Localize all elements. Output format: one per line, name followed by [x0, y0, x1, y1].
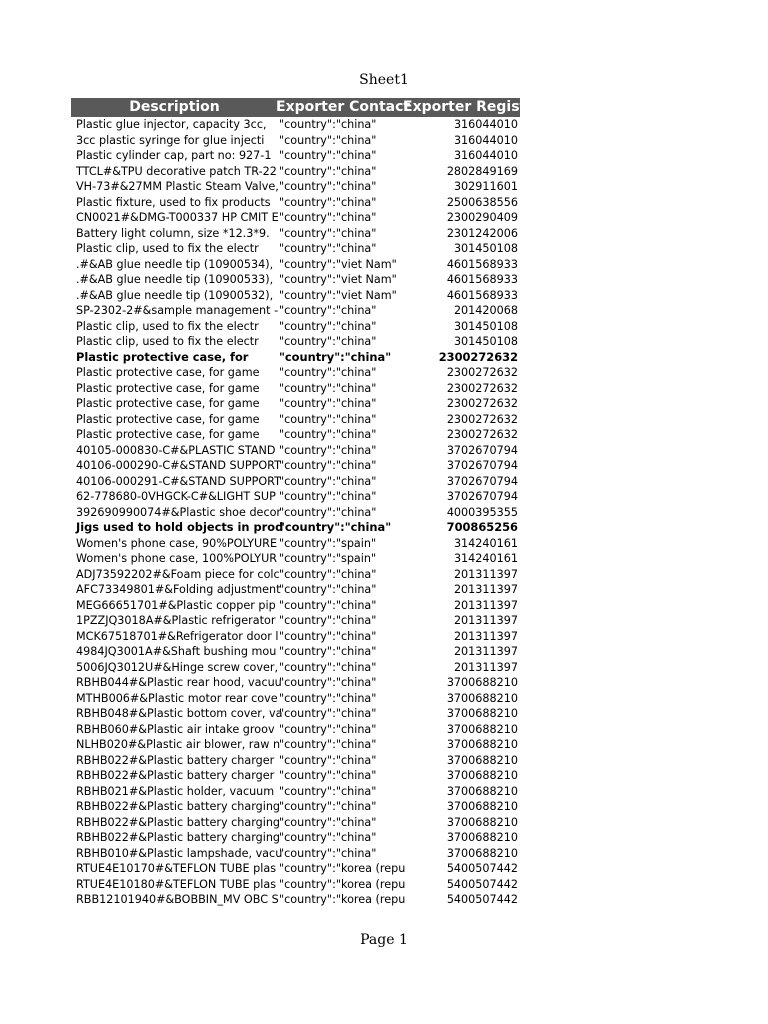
- cell-exporter-registration[interactable]: 302911601: [453, 180, 518, 193]
- cell-exporter-registration[interactable]: 201311397: [453, 645, 518, 658]
- cell-description[interactable]: MTHB006#&Plastic motor rear cove: [76, 691, 278, 705]
- table-row[interactable]: [71, 179, 520, 195]
- cell-exporter-registration[interactable]: 301450108: [453, 319, 518, 333]
- table-row[interactable]: [71, 722, 520, 738]
- cell-description[interactable]: 5006JQ3012U#&Hinge screw cover,: [76, 660, 279, 674]
- cell-exporter-registration[interactable]: 201311397: [453, 614, 518, 627]
- cell-exporter-registration[interactable]: 3700688210: [446, 753, 518, 767]
- cell-exporter-registration[interactable]: 4601568933: [446, 273, 518, 286]
- cell-description[interactable]: 392690990074#&Plastic shoe decor: [76, 505, 282, 519]
- cell-exporter-registration[interactable]: 5400507442: [446, 862, 518, 875]
- table-row[interactable]: [71, 644, 520, 660]
- cell-exporter-registration[interactable]: 2300272632: [446, 412, 518, 426]
- cell-description[interactable]: ADJ73592202#&Foam piece for colc: [76, 567, 280, 581]
- cell-exporter-registration[interactable]: 5400507442: [446, 893, 518, 906]
- cell-exporter-registration[interactable]: 3700688210: [446, 691, 518, 705]
- table-row[interactable]: [71, 877, 520, 893]
- cell-exporter-contact[interactable]: "country":"china": [279, 133, 377, 147]
- column-header-exporter-contact[interactable]: Exporter Contact: [276, 99, 411, 115]
- cell-description[interactable]: RBHB021#&Plastic holder, vacuum: [76, 784, 275, 798]
- cell-description[interactable]: Jigs used to hold objects in prod: [76, 520, 284, 534]
- cell-exporter-contact[interactable]: "country":"china": [279, 815, 377, 829]
- cell-exporter-contact[interactable]: "country":"china": [279, 800, 377, 813]
- cell-exporter-contact[interactable]: "country":"china": [279, 118, 377, 131]
- cell-description[interactable]: RBHB048#&Plastic bottom cover, va: [76, 707, 283, 720]
- cell-description[interactable]: Plastic clip, used to fix the electr: [76, 335, 259, 348]
- cell-exporter-registration[interactable]: 316044010: [453, 118, 518, 131]
- cell-exporter-contact[interactable]: "country":"china": [279, 180, 377, 193]
- cell-description[interactable]: Plastic fixture, used to fix products: [76, 195, 271, 209]
- data-table: [71, 98, 574, 908]
- cell-description[interactable]: Plastic protective case, for game: [76, 381, 260, 395]
- cell-exporter-registration[interactable]: 3700688210: [446, 815, 518, 829]
- cell-exporter-contact[interactable]: "country":"korea (repu: [279, 862, 406, 875]
- cell-exporter-registration[interactable]: 316044010: [453, 133, 518, 147]
- cell-exporter-contact[interactable]: "country":"china": [279, 335, 377, 348]
- cell-exporter-contact[interactable]: "country":"china": [279, 304, 377, 317]
- table-row[interactable]: [71, 892, 520, 908]
- cell-description[interactable]: SP-2302-2#&sample management -: [76, 304, 279, 317]
- cell-exporter-contact[interactable]: "country":"viet Nam": [279, 288, 397, 302]
- cell-exporter-registration[interactable]: 201311397: [453, 629, 518, 643]
- cell-exporter-contact[interactable]: "country":"china": [279, 784, 377, 798]
- cell-description[interactable]: .#&AB glue needle tip (10900533),: [76, 273, 274, 286]
- cell-description[interactable]: .#&AB glue needle tip (10900532),: [76, 288, 274, 302]
- column-header-exporter-registration[interactable]: Exporter Registration: [403, 99, 574, 115]
- cell-exporter-contact[interactable]: "country":"china": [279, 598, 377, 612]
- cell-exporter-registration[interactable]: 3700688210: [446, 800, 518, 813]
- cell-exporter-contact[interactable]: "country":"china": [279, 443, 377, 457]
- cell-description[interactable]: Plastic clip, used to fix the electr: [76, 319, 259, 333]
- cell-exporter-contact[interactable]: "country":"china": [279, 349, 392, 364]
- table-body: [71, 117, 520, 908]
- table-row[interactable]: [71, 257, 520, 273]
- cell-exporter-contact[interactable]: "country":"china": [279, 195, 377, 209]
- table-row[interactable]: [71, 117, 520, 133]
- table-row[interactable]: [71, 784, 520, 800]
- cell-description[interactable]: 62-778680-0VHGCK-C#&LIGHT SUP: [76, 490, 276, 503]
- cell-description[interactable]: RTUE4E10180#&TEFLON TUBE plas: [76, 877, 277, 891]
- table-row[interactable]: [71, 412, 520, 428]
- cell-exporter-contact[interactable]: "country":"china": [279, 164, 377, 178]
- cell-exporter-contact[interactable]: "country":"china": [279, 676, 377, 689]
- cell-description[interactable]: VH-73#&27MM Plastic Steam Valve,: [76, 180, 279, 193]
- cell-description[interactable]: MCK67518701#&Refrigerator door l: [76, 629, 279, 643]
- cell-exporter-contact[interactable]: "country":"korea (repu: [279, 877, 406, 891]
- cell-exporter-contact[interactable]: "country":"china": [279, 722, 377, 736]
- cell-exporter-contact[interactable]: "country":"viet Nam": [279, 257, 397, 271]
- cell-exporter-contact[interactable]: "country":"china": [279, 459, 377, 472]
- cell-exporter-registration[interactable]: 2301242006: [446, 226, 518, 240]
- table-row[interactable]: [71, 567, 520, 583]
- cell-exporter-contact[interactable]: "country":"china": [279, 211, 377, 224]
- cell-exporter-registration[interactable]: 201311397: [453, 598, 518, 612]
- cell-exporter-registration[interactable]: 2300272632: [446, 397, 518, 410]
- cell-description[interactable]: TTCL#&TPU decorative patch TR-22: [76, 164, 277, 178]
- cell-description[interactable]: RTUE4E10170#&TEFLON TUBE plas: [76, 862, 277, 875]
- cell-exporter-registration[interactable]: 2500638556: [446, 195, 518, 209]
- cell-exporter-registration[interactable]: 700865256: [446, 520, 518, 534]
- cell-description[interactable]: Plastic protective case, for game: [76, 428, 260, 441]
- table-header-row: [71, 98, 574, 117]
- cell-exporter-contact[interactable]: "country":"china": [279, 846, 377, 860]
- cell-exporter-contact[interactable]: "country":"china": [279, 366, 377, 379]
- cell-description[interactable]: RBHB022#&Plastic battery charger: [76, 769, 275, 782]
- cell-exporter-registration[interactable]: 3702670794: [446, 443, 518, 457]
- cell-exporter-registration[interactable]: 314240161: [453, 536, 518, 550]
- cell-exporter-registration[interactable]: 3700688210: [446, 738, 518, 751]
- cell-exporter-registration[interactable]: 2300272632: [446, 366, 518, 379]
- cell-exporter-contact[interactable]: "country":"china": [279, 831, 377, 844]
- table-row[interactable]: [71, 706, 520, 722]
- table-row[interactable]: [71, 830, 520, 846]
- cell-exporter-contact[interactable]: "country":"china": [279, 381, 377, 395]
- table-row[interactable]: [71, 768, 520, 784]
- cell-exporter-registration[interactable]: 3700688210: [446, 769, 518, 782]
- cell-exporter-registration[interactable]: 3700688210: [446, 784, 518, 798]
- cell-exporter-registration[interactable]: 4601568933: [446, 288, 518, 302]
- table-row[interactable]: [71, 381, 520, 397]
- cell-exporter-contact[interactable]: "country":"china": [279, 583, 377, 596]
- cell-exporter-contact[interactable]: "country":"china": [279, 428, 377, 441]
- table-row[interactable]: [71, 505, 520, 521]
- cell-exporter-contact[interactable]: "country":"viet Nam": [279, 273, 397, 286]
- cell-exporter-registration[interactable]: 2300272632: [438, 349, 518, 364]
- cell-exporter-contact[interactable]: "country":"china": [279, 753, 377, 767]
- cell-exporter-contact[interactable]: "country":"spain": [279, 552, 377, 565]
- cell-exporter-contact[interactable]: "country":"china": [279, 397, 377, 410]
- cell-description[interactable]: RBHB060#&Plastic air intake groov: [76, 722, 275, 736]
- cell-description[interactable]: 40106-000290-C#&STAND SUPPORT: [76, 459, 281, 472]
- table-row[interactable]: [71, 846, 520, 862]
- sheet-title: Sheet1: [359, 72, 409, 88]
- table-row[interactable]: [71, 691, 520, 707]
- cell-exporter-contact[interactable]: "country":"china": [279, 490, 377, 503]
- cell-exporter-contact[interactable]: "country":"china": [279, 707, 377, 720]
- cell-description[interactable]: RBHB022#&Plastic battery charger: [76, 753, 275, 767]
- cell-description[interactable]: Plastic glue injector, capacity 3cc,: [76, 118, 267, 131]
- cell-description[interactable]: Plastic protective case, for game: [76, 397, 260, 410]
- cell-description[interactable]: Plastic protective case, for: [76, 349, 249, 364]
- cell-exporter-registration[interactable]: 3700688210: [446, 722, 518, 736]
- cell-exporter-contact[interactable]: "country":"china": [279, 738, 377, 751]
- cell-description[interactable]: Women's phone case, 100%POLYUR: [76, 552, 278, 565]
- cell-description[interactable]: Plastic cylinder cap, part no: 927-1: [76, 149, 272, 162]
- cell-exporter-contact[interactable]: "country":"china": [279, 319, 377, 333]
- table-row[interactable]: [71, 861, 520, 877]
- cell-exporter-registration[interactable]: 2300272632: [446, 428, 518, 441]
- cell-exporter-registration[interactable]: 3700688210: [446, 707, 518, 720]
- table-row[interactable]: [71, 737, 520, 753]
- cell-exporter-contact[interactable]: "country":"spain": [279, 536, 377, 550]
- cell-description[interactable]: RBHB044#&Plastic rear hood, vacuu: [76, 676, 282, 689]
- cell-description[interactable]: RBHB022#&Plastic battery charging: [76, 815, 281, 829]
- cell-exporter-registration[interactable]: 2300290409: [446, 211, 518, 224]
- table-row[interactable]: [71, 334, 520, 350]
- cell-description[interactable]: 40106-000291-C#&STAND SUPPORT: [76, 474, 281, 488]
- cell-exporter-contact[interactable]: "country":"china": [279, 660, 377, 674]
- cell-exporter-registration[interactable]: 2802849169: [446, 164, 518, 178]
- table-row[interactable]: [71, 303, 520, 319]
- table-row[interactable]: [71, 241, 520, 257]
- cell-description[interactable]: 3cc plastic syringe for glue injecti: [76, 133, 265, 147]
- cell-exporter-registration[interactable]: 5400507442: [446, 877, 518, 891]
- column-header-description[interactable]: Description: [129, 99, 220, 115]
- cell-description[interactable]: RBHB010#&Plastic lampshade, vacu: [76, 846, 283, 860]
- table-row[interactable]: [71, 660, 520, 676]
- cell-exporter-registration[interactable]: 4000395355: [446, 505, 518, 519]
- table-row[interactable]: [71, 598, 520, 614]
- cell-description[interactable]: RBB12101940#&BOBBIN_MV OBC S: [76, 893, 279, 906]
- cell-exporter-registration[interactable]: 2300272632: [446, 381, 518, 395]
- table-row[interactable]: [71, 133, 520, 149]
- cell-description[interactable]: NLHB020#&Plastic air blower, raw n: [76, 738, 281, 751]
- cell-exporter-contact[interactable]: "country":"korea (repu: [279, 893, 406, 906]
- cell-description[interactable]: 40105-000830-C#&PLASTIC STAND: [76, 443, 276, 457]
- table-row[interactable]: [71, 551, 520, 567]
- cell-description[interactable]: .#&AB glue needle tip (10900534),: [76, 257, 274, 271]
- cell-exporter-registration[interactable]: 301450108: [453, 242, 518, 255]
- cell-description[interactable]: Women's phone case, 90%POLYURE: [76, 536, 278, 550]
- table-row[interactable]: [71, 288, 520, 304]
- table-row[interactable]: [71, 272, 520, 288]
- cell-exporter-registration[interactable]: 3702670794: [446, 490, 518, 503]
- table-row[interactable]: [71, 443, 520, 459]
- table-row[interactable]: [71, 210, 520, 226]
- table-row[interactable]: [71, 365, 520, 381]
- table-row[interactable]: [71, 613, 520, 629]
- cell-description[interactable]: Battery light column, size *12.3*9.: [76, 226, 270, 240]
- cell-exporter-contact[interactable]: "country":"china": [279, 149, 377, 162]
- table-row[interactable]: [71, 396, 520, 412]
- table-row[interactable]: [71, 629, 520, 645]
- table-row[interactable]: [71, 489, 520, 505]
- cell-exporter-contact[interactable]: "country":"china": [279, 645, 377, 658]
- cell-exporter-contact[interactable]: "country":"china": [279, 412, 377, 426]
- table-row[interactable]: [71, 195, 520, 211]
- table-row[interactable]: [71, 148, 520, 164]
- cell-exporter-contact[interactable]: "country":"china": [279, 242, 377, 255]
- cell-exporter-registration[interactable]: 3702670794: [446, 474, 518, 488]
- table-row[interactable]: [71, 226, 520, 242]
- table-row[interactable]: [71, 753, 520, 769]
- cell-exporter-contact[interactable]: "country":"china": [279, 226, 377, 240]
- cell-exporter-contact[interactable]: "country":"china": [279, 520, 392, 534]
- cell-description[interactable]: RBHB022#&Plastic battery charging: [76, 800, 281, 813]
- cell-description[interactable]: Plastic clip, used to fix the electr: [76, 242, 259, 255]
- cell-exporter-registration[interactable]: 3700688210: [446, 831, 518, 844]
- cell-description[interactable]: RBHB022#&Plastic battery charging: [76, 831, 281, 844]
- cell-exporter-contact[interactable]: "country":"china": [279, 614, 377, 627]
- cell-description[interactable]: Plastic protective case, for game: [76, 412, 260, 426]
- cell-exporter-registration[interactable]: 3702670794: [446, 459, 518, 472]
- cell-exporter-registration[interactable]: 201420068: [453, 304, 518, 317]
- cell-exporter-registration[interactable]: 201311397: [453, 583, 518, 596]
- cell-exporter-contact[interactable]: "country":"china": [279, 567, 377, 581]
- cell-exporter-contact[interactable]: "country":"china": [279, 629, 377, 643]
- cell-description[interactable]: 4984JQ3001A#&Shaft bushing mou: [76, 645, 277, 658]
- cell-exporter-registration[interactable]: 316044010: [453, 149, 518, 162]
- table-row[interactable]: [71, 164, 520, 180]
- cell-exporter-registration[interactable]: 3700688210: [446, 846, 518, 860]
- table-row[interactable]: [71, 536, 520, 552]
- page-number: Page 1: [360, 932, 408, 948]
- cell-exporter-contact[interactable]: "country":"china": [279, 691, 377, 705]
- table-row[interactable]: [71, 520, 520, 536]
- table-row[interactable]: [71, 675, 520, 691]
- cell-description[interactable]: CN0021#&DMG-T000337 HP CMIT E: [76, 211, 279, 224]
- table-row[interactable]: [71, 799, 520, 815]
- cell-description[interactable]: 1PZZJQ3018A#&Plastic refrigerator: [76, 614, 276, 627]
- table-row[interactable]: [71, 458, 520, 474]
- table-row[interactable]: [71, 474, 520, 490]
- table-row[interactable]: [71, 582, 520, 598]
- cell-exporter-registration[interactable]: 201311397: [453, 567, 518, 581]
- cell-exporter-registration[interactable]: 4601568933: [446, 257, 518, 271]
- cell-exporter-registration[interactable]: 301450108: [453, 335, 518, 348]
- cell-description[interactable]: Plastic protective case, for game: [76, 366, 260, 379]
- cell-exporter-contact[interactable]: "country":"china": [279, 769, 377, 782]
- cell-description[interactable]: AFC73349801#&Folding adjustment: [76, 583, 281, 596]
- cell-exporter-registration[interactable]: 3700688210: [446, 676, 518, 689]
- cell-exporter-contact[interactable]: "country":"china": [279, 474, 377, 488]
- table-row[interactable]: [71, 427, 520, 443]
- table-row[interactable]: [71, 319, 520, 335]
- cell-exporter-registration[interactable]: 201311397: [453, 660, 518, 674]
- table-row[interactable]: [71, 815, 520, 831]
- cell-exporter-registration[interactable]: 314240161: [453, 552, 518, 565]
- cell-exporter-contact[interactable]: "country":"china": [279, 505, 377, 519]
- table-row[interactable]: [71, 350, 520, 366]
- cell-description[interactable]: MEG66651701#&Plastic copper pip: [76, 598, 276, 612]
